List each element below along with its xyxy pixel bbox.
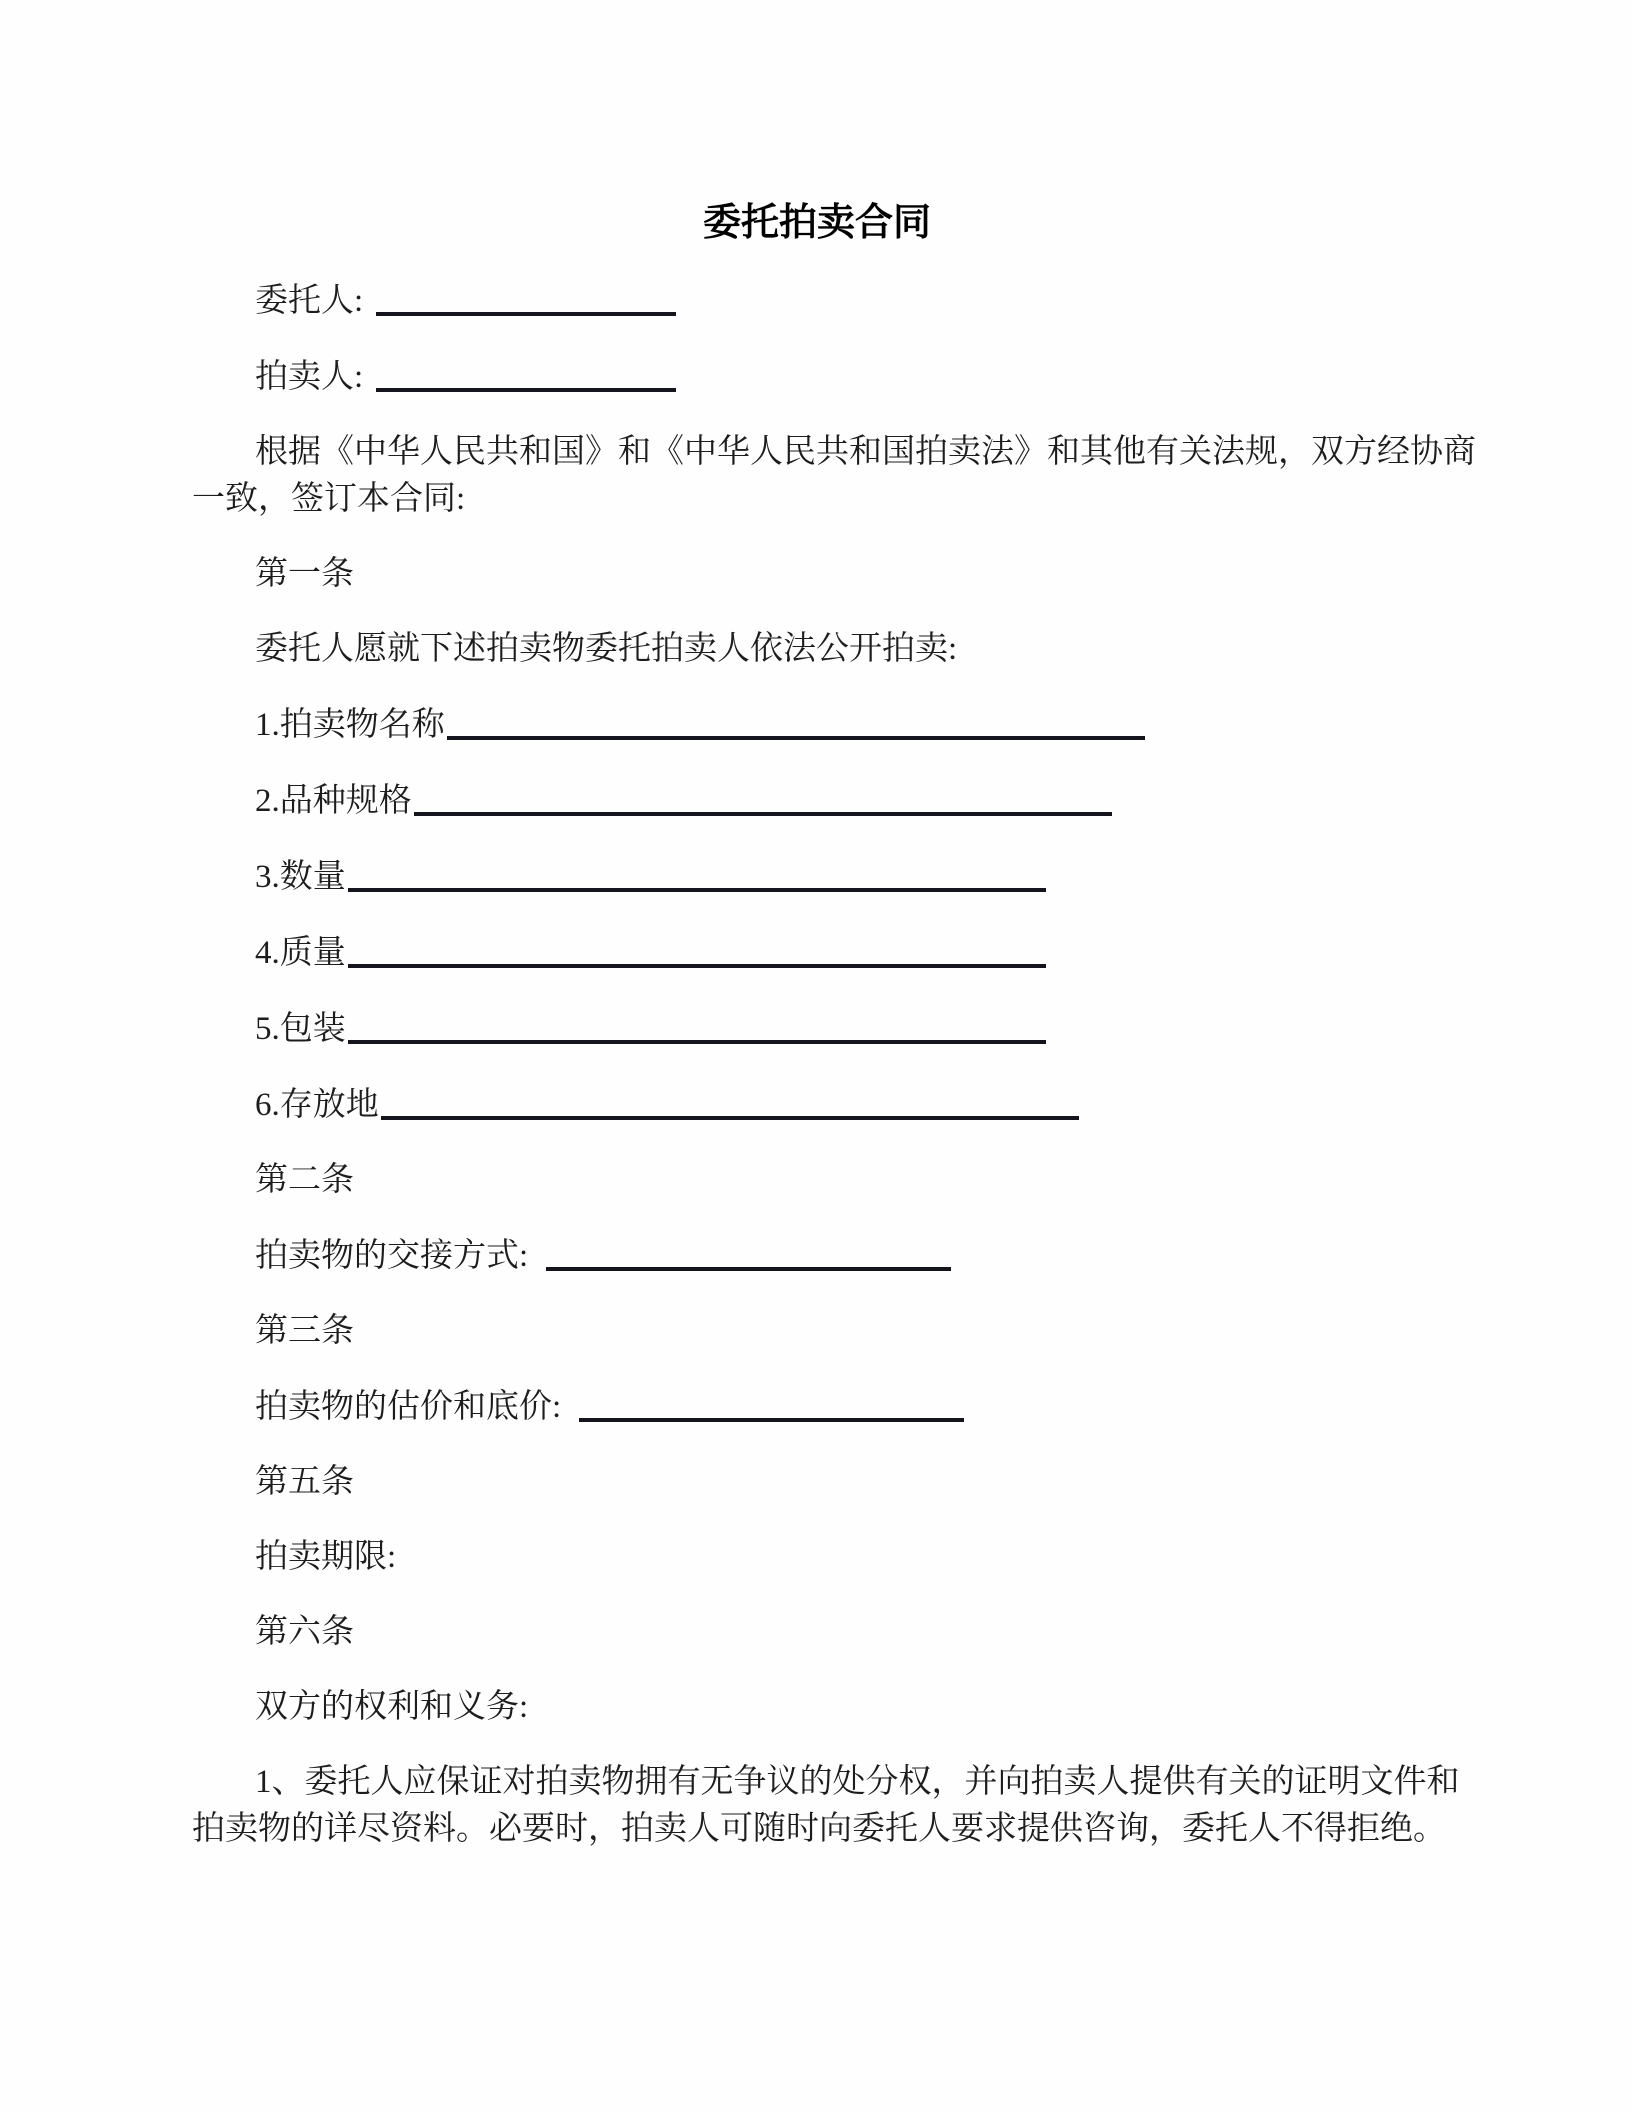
quality-blank xyxy=(348,934,1046,968)
preamble-line-1: 根据《中华人民共和国》和《中华人民共和国拍卖法》和其他有关法规，双方经协商 xyxy=(255,434,1476,470)
article6-heading: 第六条 xyxy=(255,1614,354,1650)
auction-item-name-label: 1.拍卖物名称 xyxy=(255,707,445,743)
valuation-reserve-label: 拍卖物的估价和底价: xyxy=(255,1389,562,1425)
auction-item-name-blank xyxy=(447,706,1145,740)
packaging-blank xyxy=(348,1010,1046,1044)
document-title: 委托拍卖合同 xyxy=(702,202,931,244)
valuation-reserve-blank xyxy=(579,1388,964,1422)
article5-heading: 第五条 xyxy=(255,1464,354,1500)
auction-item-name-line xyxy=(192,701,1442,749)
storage-location-line xyxy=(192,1081,1442,1129)
auctioneer-line xyxy=(192,353,1442,401)
article1-heading: 第一条 xyxy=(255,556,354,592)
article3-heading: 第三条 xyxy=(255,1313,354,1349)
clause1-line-1: 1、委托人应保证对拍卖物拥有无争议的处分权，并向拍卖人提供有关的证明文件和 xyxy=(255,1764,1460,1800)
packaging-line xyxy=(192,1005,1442,1053)
handover-method-blank xyxy=(546,1237,951,1271)
quantity-line xyxy=(192,853,1442,901)
quality-line xyxy=(192,929,1442,977)
quantity-label: 3.数量 xyxy=(255,859,346,895)
quality-label: 4.质量 xyxy=(255,935,346,971)
clause1-line-2: 拍卖物的详尽资料。必要时，拍卖人可随时向委托人要求提供咨询，委托人不得拒绝。 xyxy=(192,1811,1446,1847)
consignor-label: 委托人: xyxy=(255,283,364,319)
storage-location-label: 6.存放地 xyxy=(255,1087,379,1123)
variety-spec-line xyxy=(192,777,1442,825)
preamble-line-2: 一致，签订本合同: xyxy=(192,481,466,517)
article2-heading: 第二条 xyxy=(255,1162,354,1198)
consignor-line xyxy=(192,277,1442,325)
handover-method-label: 拍卖物的交接方式: xyxy=(255,1238,529,1274)
clause1-paragraph xyxy=(192,1759,1460,1853)
auction-term-line: 拍卖期限: xyxy=(255,1539,397,1575)
document-content xyxy=(192,198,1476,1881)
preamble-paragraph xyxy=(192,429,1476,523)
valuation-reserve-line xyxy=(192,1383,1442,1431)
variety-spec-label: 2.品种规格 xyxy=(255,783,412,819)
packaging-label: 5.包装 xyxy=(255,1011,346,1047)
article1-intro: 委托人愿就下述拍卖物委托拍卖人依法公开拍卖: xyxy=(255,631,958,667)
storage-location-blank xyxy=(381,1086,1079,1120)
handover-method-line xyxy=(192,1232,1442,1280)
auctioneer-label: 拍卖人: xyxy=(255,359,364,395)
quantity-blank xyxy=(348,858,1046,892)
auctioneer-blank-line xyxy=(376,358,676,392)
rights-obligations-line: 双方的权利和义务: xyxy=(255,1689,529,1725)
variety-spec-blank xyxy=(414,782,1112,816)
consignor-blank-line xyxy=(376,282,676,316)
